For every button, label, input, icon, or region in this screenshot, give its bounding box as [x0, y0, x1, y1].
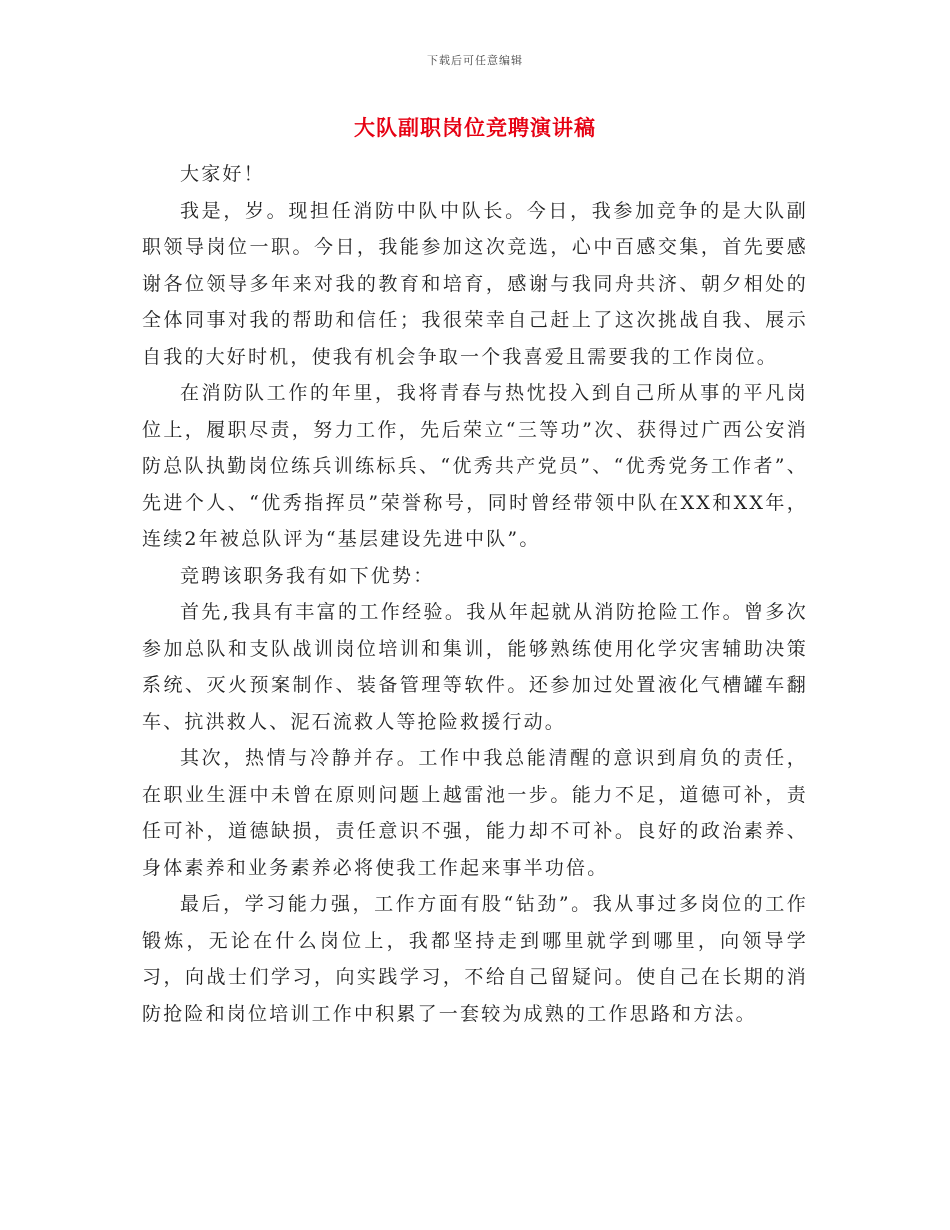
header-note: 下载后可任意编辑: [427, 54, 523, 67]
paragraph-advantage-first: 首先,我具有丰富的工作经验。我从年起就从消防抢险工作。曾多次参加总队和支队战训岗位培训和集训，能够熟练使用化学灾害辅助决策系统、灭火预案制作、装备管理等软件。还参加过处置液化气槽罐车翻车、抗洪救人、泥石流救人等抢险救援行动。: [142, 601, 808, 733]
paragraph-advantage-second: 其次，热情与冷静并存。工作中我总能清醒的意识到肩负的责任，在职业生涯中未曾在原则问题上越雷池一步。能力不足，道德可补，责任可补，道德缺损，责任意识不强，能力却不可补。良好的政治素养、身体素养和业务素养必将使我工作起来事半功倍。: [142, 747, 808, 879]
document-title: 大队副职岗位竞聘演讲稿: [354, 115, 596, 140]
paragraph-experience: 在消防队工作的年里，我将青春与热忱投入到自己所从事的平凡岗位上，履职尽责，努力工作，先后荣立“三等功”次、获得过广西公安消防总队执勤岗位练兵训练标兵、“优秀共产党员”、“优秀党务工作者”、先进个人、“优秀指挥员”荣誉称号，同时曾经带领中队在XX和XX年，连续2年被总队评为“基层建设先进中队”。: [142, 382, 808, 550]
paragraph-introduction: 我是，岁。现担任消防中队中队长。今日，我参加竞争的是大队副职领导岗位一职。今日，我能参加这次竞选，心中百感交集，首先要感谢各位领导多年来对我的教育和培育，感谢与我同舟共济、朝夕相处的全体同事对我的帮助和信任；我很荣幸自己赶上了这次挑战自我、展示自我的大好时机，使我有机会争取一个我喜爱且需要我的工作岗位。: [142, 199, 808, 368]
paragraph-advantages-heading: 竞聘该职务我有如下优势：: [180, 564, 435, 587]
paragraph-greeting: 大家好！: [180, 163, 265, 185]
document-body: [142, 156, 808, 1032]
paragraph-advantage-third: 最后，学习能力强，工作方面有股“钻劲”。我从事过多岗位的工作锻炼，无论在什么岗位上，我都坚持走到哪里就学到哪里，向领导学习，向战士们学习，向实践学习，不给自己留疑问。使自己在长期的消防抢险和岗位培训工作中积累了一套较为成熟的工作思路和方法。: [142, 893, 808, 1025]
